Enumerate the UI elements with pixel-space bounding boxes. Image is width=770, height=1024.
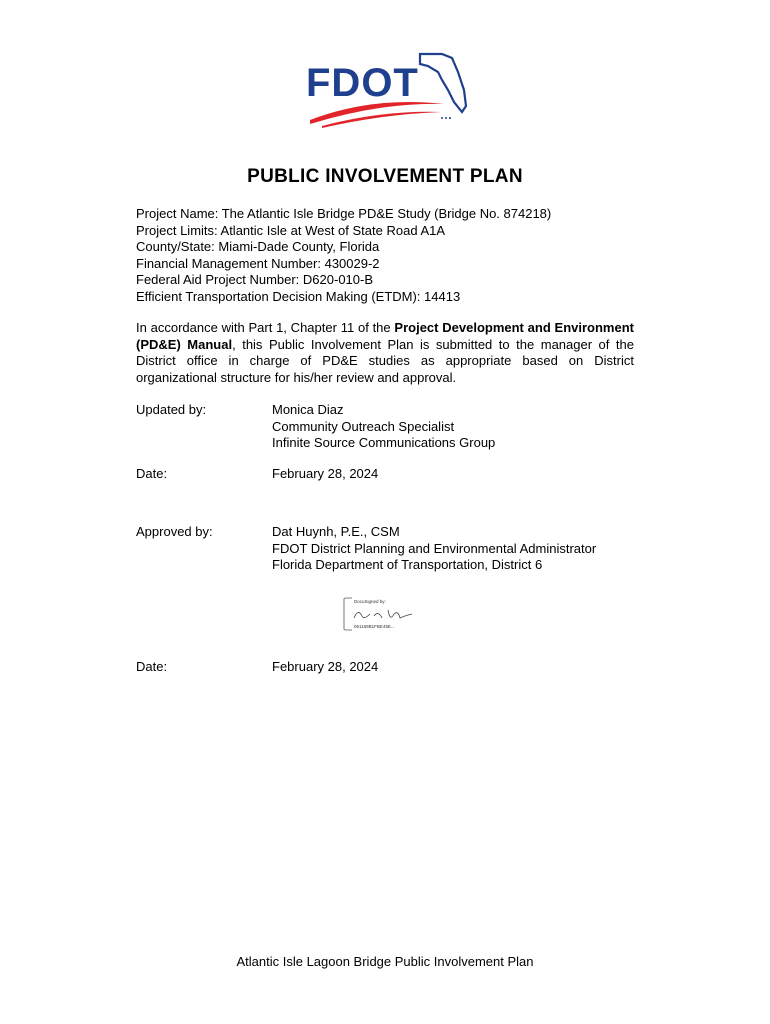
- approved-by-details: [272, 524, 596, 574]
- signature-id: 061169B1FBE45E...: [354, 624, 395, 629]
- updated-by-label: Updated by:: [136, 402, 207, 417]
- date-label-1: Date:: [136, 466, 168, 481]
- financial-number-line: Financial Management Number: 430029-2: [136, 255, 380, 271]
- updater-org: Infinite Source Communications Group: [272, 435, 496, 451]
- logo-text: FDOT: [306, 61, 419, 105]
- signature-scribble: [354, 610, 412, 618]
- date-value-1: February 28, 2024: [272, 466, 379, 481]
- project-name-line: Project Name: The Atlantic Isle Bridge PD&E Study (Bridge No. 874218): [136, 206, 552, 221]
- para-bold: Project Development and Environment (PD&E) Manual: [136, 320, 634, 352]
- updater-role: Community Outreach Specialist: [272, 418, 455, 434]
- date-label-2: Date:: [136, 659, 168, 674]
- county-state-line: County/State: Miami-Dade County, Florida: [136, 239, 380, 255]
- fdot-logo: [302, 50, 472, 130]
- docusign-signature: [340, 596, 420, 632]
- etdm-line: Efficient Transportation Decision Making (ETDM): 14413: [136, 288, 461, 304]
- date-value-2: February 28, 2024: [272, 659, 379, 674]
- para-text-1: In accordance with Part 1, Chapter 11 of the: [136, 320, 395, 335]
- project-limits-line: Project Limits: Atlantic Isle at West of State Road A1A: [136, 222, 446, 238]
- federal-aid-line: Federal Aid Project Number: D620-010-B: [136, 272, 374, 288]
- updated-by-details: [272, 402, 495, 452]
- logo-swoosh-1: [310, 102, 444, 124]
- approver-org: Florida Department of Transportation, District 6: [272, 557, 543, 573]
- para-text-2: , this Public Involvement Plan is submitted to the manager of the District office in charge of PD&E studies as appropriate based on District organizational structure for his/her review and approval.: [136, 336, 634, 385]
- signature-header: DocuSigned by:: [354, 599, 386, 604]
- document-title: PUBLIC INVOLVEMENT PLAN: [247, 166, 523, 187]
- approver-role: FDOT District Planning and Environmental Administrator: [272, 540, 597, 556]
- intro-paragraph: [136, 320, 634, 386]
- page-footer: Atlantic Isle Lagoon Bridge Public Involvement Plan: [236, 954, 534, 969]
- approved-by-label: Approved by:: [136, 524, 213, 539]
- updater-name: Monica Diaz: [272, 402, 344, 417]
- project-info: [136, 206, 551, 306]
- approver-name: Dat Huynh, P.E., CSM: [272, 524, 400, 539]
